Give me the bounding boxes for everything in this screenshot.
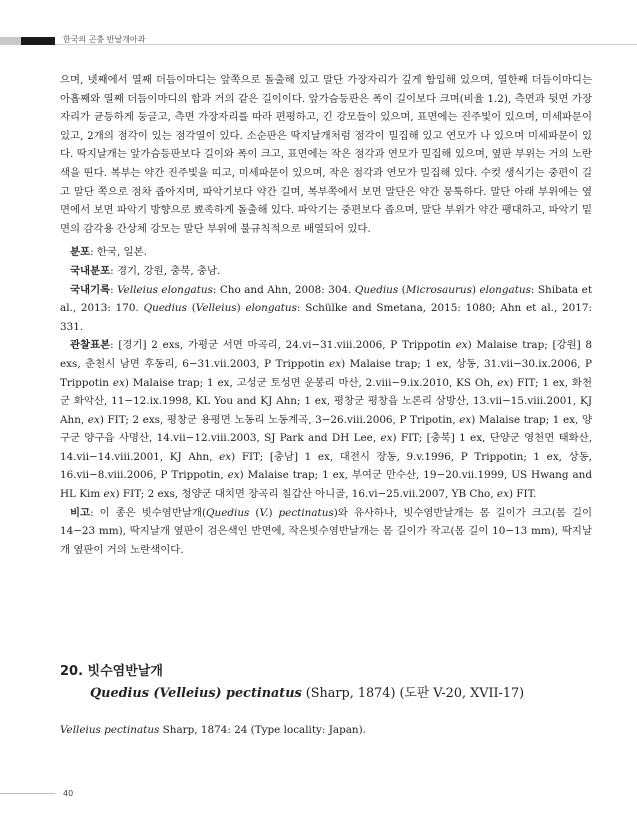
- species-author: (Sharp, 1874) (도판 V-20, XVII-17): [301, 686, 525, 701]
- domestic-distribution-line: [60, 262, 592, 281]
- species-scientific-name-line: [60, 683, 600, 705]
- species-heading: [60, 661, 600, 705]
- header-bar-black: [21, 37, 55, 45]
- remarks-label: 비고: [70, 506, 91, 519]
- running-title: 한국의 곤충 반날개아과: [63, 35, 146, 44]
- synonym-rest: Sharp, 1874: 24 (Type locality: Japan).: [159, 724, 366, 736]
- description-paragraph: 으며, 넷째에서 열째 더듬이마디는 앞쪽으로 돌출해 있고 말단 가장자리가 깊게 함입해 있으며, 열한째 더듬이마디는 아홉째와 열째 더듬이마디의 합과 거의 같은 길이이다. 앞가슴등판은 폭이 길이보다 크며(비율 1.2), 측면과 뒷면 가장자리가 균등하게 둥글고, 측면 가장자리를 따라 편평하고, 긴 강모들이 있으며, 표면에는 진주빛이 있으며, 미세파문이 있고, 2개의 점각이 있는 점각열이 있다. 소순판은 딱지날개처럼 점각이 밀집해 있고 연모가 나 있으며 미세파문이 있다. 딱지날개는 앞가슴등판보다 길이와 폭이 크고, 표면에는 작은 점각과 연모가 밀집해 있으며, 옆판 부위는 거의 노란색을 띤다. 복부는 약간 진주빛을 띠고, 미세파문이 있으며, 작은 점각과 연모가 밀집해 있다. 수컷 생식기는 중편이 길고 말단 쪽으로 점차 좁아지며, 파악기보다 약간 길며, 복부쪽에서 보면 말단은 약간 뭉툭하다. 말단 아래 부위에는 옆면에서 보면 파악기 방향으로 뾰족하게 돌출해 있다. 파악기는 중편보다 좁으며, 말단 부위가 약간 팽대하고, 파악기 밑면의 감각용 간상체 강모는 말단 부위에 불규칙적으로 배열되어 있다.: [60, 74, 592, 235]
- distribution-text: : 한국, 일본.: [90, 246, 147, 259]
- distribution-label: 분포: [70, 246, 91, 259]
- species-scientific-name: Quedius (Velleius) pectinatus: [90, 686, 302, 701]
- page-number: 40: [63, 789, 74, 798]
- remarks-paragraph: 비고: 이 종은 빗수염반날개(Quedius (V.) pectinatus)와 유사하나, 빗수염반날개는 몸 길이가 크고(몸 길이 14−23 mm), 딱지날개 옆판이 검은색인 반면에, 작은빗수염반날개는 몸 길이가 작고(몸 길이 10−13 mm), 딱지날개 옆판이 거의 노란색이다.: [60, 506, 593, 556]
- records-label: 국내기록: [70, 283, 111, 296]
- main-text: [60, 71, 592, 559]
- distribution-line: [60, 243, 592, 262]
- header-bar-gray: [0, 37, 21, 45]
- specimens-label: 관찰표본: [70, 339, 111, 352]
- records-paragraph: 국내기록: Velleius elongatus: Cho and Ahn, 2008: 304. Quedius (Microsaurus) elongatus: Shibata et al., 2013: 170. Quedius (Velleius) elongatus: Schülke and Smetana, 2015: 1080; Ahn et al., 2017: 331.: [60, 283, 593, 333]
- domestic-text: : 경기, 강원, 충북, 충남.: [110, 264, 221, 277]
- domestic-label: 국내분포: [70, 264, 111, 277]
- synonym-line: [60, 724, 366, 736]
- specimens-paragraph: 관찰표본: [경기] 2 exs, 가평군 서면 마곡리, 24.vi−31.viii.2006, P Trippotin ex) Malaise trap; [강원] 8 exs, 춘천시 남면 후동리, 6−31.vii.2003, P Trippotin ex) Malaise trap; 1 ex, 상동, 31.vii−30.ix.2006, P Trippotin ex) Malaise trap; 1 ex, 고성군 토성면 운봉리 마산, 2.viii−9.ix.2010, KS Oh, ex) FIT; 1 ex, 화천군 화악산, 11−12.ix.1998, KL You and KJ Ahn; 1 ex, 평창군 평창읍 노론리 삼방산, 13.vii−15.viii.2001, KJ Ahn, ex) FIT; 2 exs, 평창군 용평면 노동리 노동계곡, 3−26.viii.2006, P Tripotin, ex) Malaise trap; 1 ex, 양구군 양구읍 사명산, 14.vii−12.viii.2003, SJ Park and DH Lee, ex) FIT; [충북] 1 ex, 단양군 영천면 태화산, 14.vii−14.viii.2001, KJ Ahn, ex) FIT; [충남] 1 ex, 대전시 장동, 9.v.1996, P Trippotin; 1 ex, 상동, 16.vii−8.viii.2006, P Trippotin, ex) Malaise trap; 1 ex, 부여군 만수산, 19−20.vii.1999, US Hwang and HL Kim ex) FIT; 2 exs, 청양군 대치면 장곡리 칠갑산 아니골, 16.vi−25.vii.2007, YB Cho, ex) FIT.: [60, 339, 592, 501]
- species-number-title: 20. 빗수염반날개: [60, 664, 163, 679]
- synonym-name: Velleius pectinatus: [60, 724, 160, 736]
- footer-rule: [0, 793, 55, 794]
